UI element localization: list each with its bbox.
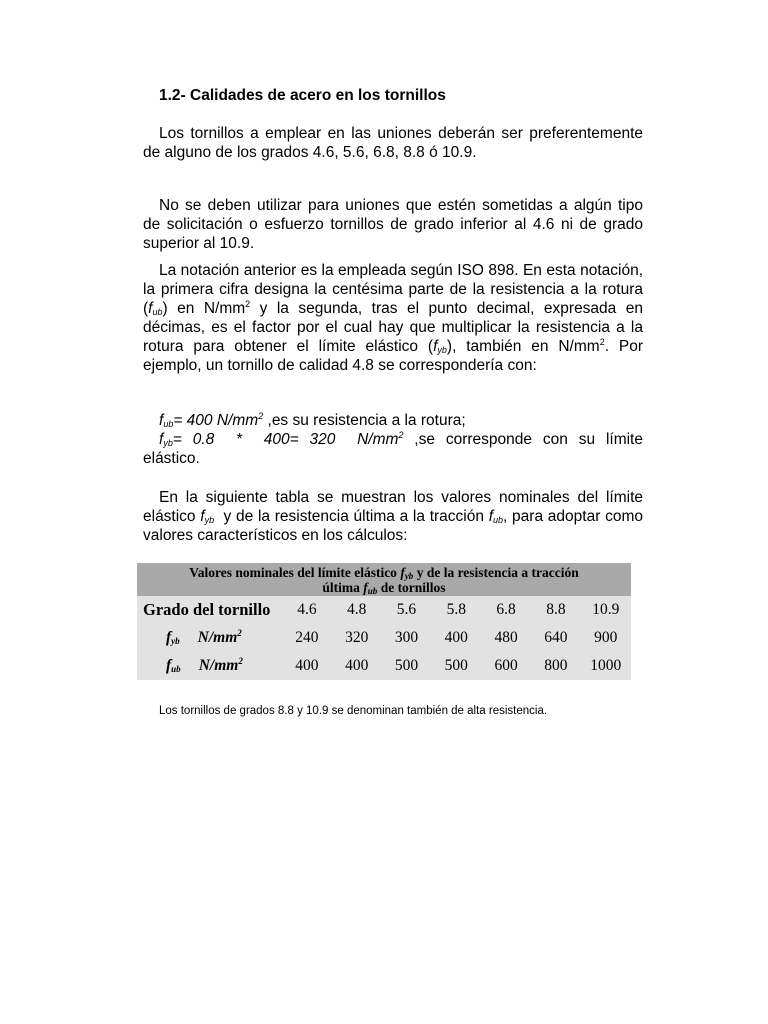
document-page [143,85,644,717]
grade-cell: 4.6 [297,601,317,618]
row-label-fub: $f_{ub}$ $N/mm^2$ [166,656,243,674]
fub-cell: 800 [544,657,568,674]
formula-continuation: elástico. [143,450,200,467]
paragraph-notation: La notación anterior es la empleada según ISO 898. En esta notación, la primera cifra designa la centésima parte de la resistencia a la rotura $(f_{ub})$ en $N/mm^2$ y la segunda, tras el punto decimal, expresada en décimas, es el factor por el cual hay que multiplicar la resistencia a la rotura para obtener el límite elástico $(f_{yb})$, también en $N/mm^2$. Por ejemplo, un tornillo de calidad 4.8 se correspondería con: [143,262,644,374]
fyb-cell: 320 [345,629,369,646]
row-label-fyb: $f_{yb}$ $N/mm^2$ [166,628,242,646]
grade-cell: 4.8 [347,601,367,618]
grade-cell: 5.6 [396,601,417,618]
bolt-grades-table [137,563,631,680]
grade-cell: 10.9 [592,601,620,618]
section-heading: 1.2- Calidades de acero en los tornillos [159,87,446,104]
paragraph-grades: Los tornillos a emplear en las uniones deberán ser preferentemente de alguno de los grados 4.6, 5.6, 6.8, 8.8 ó 10.9. [143,125,643,161]
row-label-grade: Grado del tornillo [143,600,271,619]
fub-cell: 500 [444,657,468,674]
fyb-cell: 900 [594,629,618,646]
fub-cell: 600 [494,657,518,674]
paragraph-table-intro: En la siguiente tabla se muestran los valores nominales del límite elástico $f_{yb}$ y de la resistencia última a la tracción $f_{ub}$, para adoptar como valores característicos en los cálculos: [143,489,643,544]
table-row-fub [137,652,631,680]
fyb-cell: 400 [444,629,468,646]
fub-cell: 400 [295,657,319,674]
grade-cell: 8.8 [546,601,566,618]
paragraph-restrictions: No se deben utilizar para uniones que estén sometidas a algún tipo de solicitación o esfuerzo tornillos de grado inferior al 4.6 ni de grado superior al 10.9. [143,197,643,252]
table-row-grades [137,596,631,624]
fyb-cell: 480 [494,629,518,646]
footnote: Los tornillos de grados 8.8 y 10.9 se denominan también de alta resistencia. [159,705,548,717]
formula-fub: $f_{ub}= 400$ $N/mm^2$ ,es su resistencia a la rotura; [159,411,466,429]
fub-cell: 1000 [590,657,622,674]
fyb-cell: 240 [295,629,319,646]
fub-cell: 400 [345,657,369,674]
fyb-cell: 300 [394,629,419,646]
grade-cell: 6.8 [496,601,516,618]
fyb-cell: 640 [544,629,568,646]
fub-cell: 500 [394,657,419,674]
table-title: Valores nominales del límite elástico $f_{yb}$ y de la resistencia a tracción última $f_{ub}$ de tornillos [137,563,631,596]
formula-block [143,411,643,468]
grade-cell: 5.8 [446,601,466,618]
table-row-fyb [137,624,631,652]
formula-fyb: $f_{yb}= 0.8 * 400= 320$ $N/mm^2$ ,se corresponde con su límite [159,430,643,448]
